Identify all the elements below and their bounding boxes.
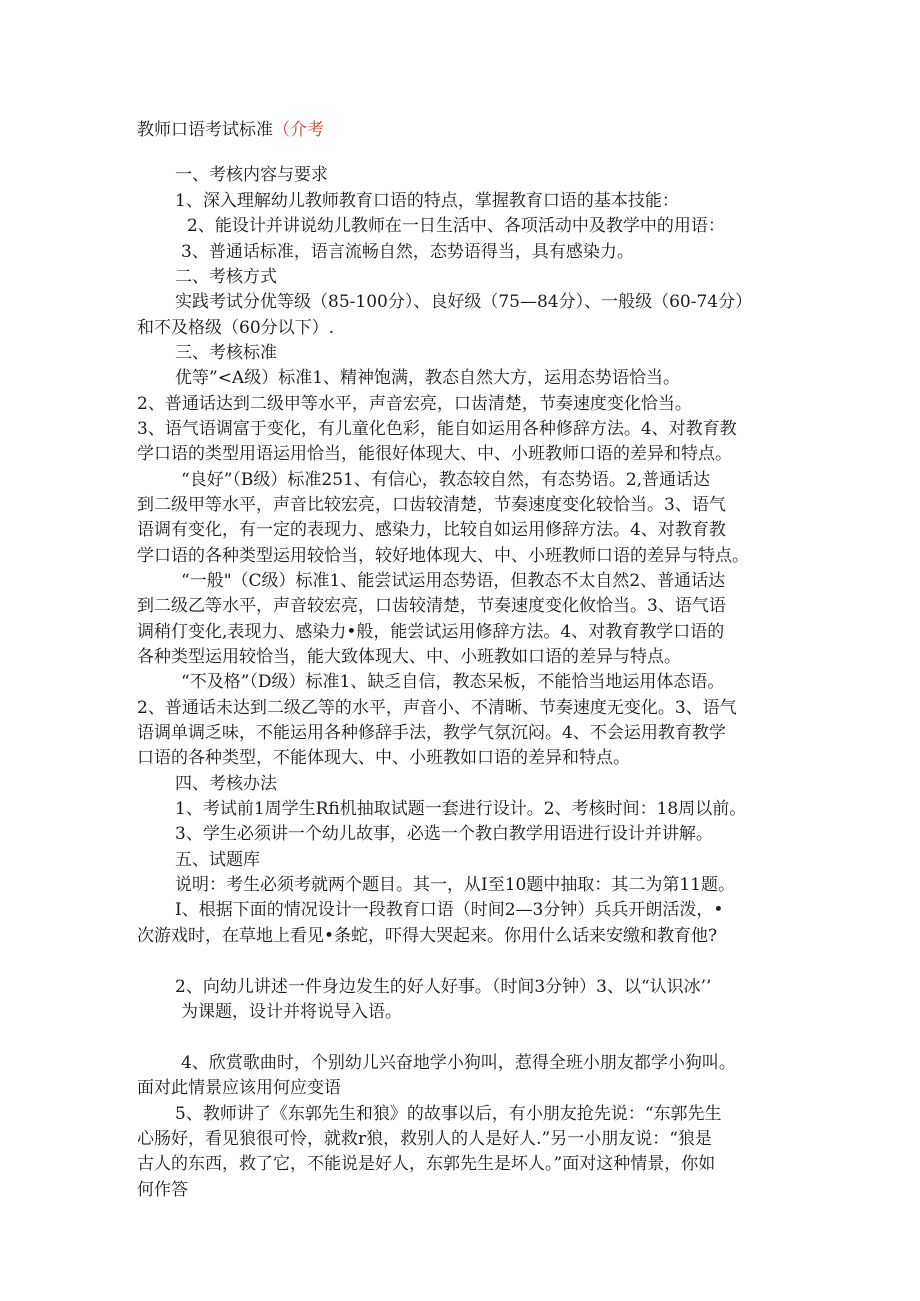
text-line: 3、语气语调富于变化，有儿童化色彩，能自如运用各种修辞方法。4、对教育教 <box>137 419 737 439</box>
text-line: 各种类型运用较恰当，能大致体现大、中、小班教如口语的差异与特点。 <box>137 647 681 667</box>
text-line: 到二级乙等水平，声音较宏亮，口齿较清楚，节奏速度变化攸恰当。3、语气语 <box>137 596 726 616</box>
text-line: 1、深入理解幼儿教师教育口语的特点，掌握教育口语的基本技能： <box>175 191 679 211</box>
text-line: 何作答 <box>137 1180 188 1200</box>
text-line: “良好”（B级）标准251、有信心，教态较自然，有态势语。2,普通话达 <box>181 470 711 490</box>
text-line: 到二级甲等水平，声音比较宏亮，口齿较清楚，节奏速度变化较恰当。3、语气 <box>137 495 726 515</box>
text-line: 说明：考生必须考就两个题目。其一，从I至10题中抽取：其二为第11题。 <box>175 875 735 895</box>
text-line: 2、普通话达到二级甲等水平，声音宏亮，口齿清楚，节奏速度变化恰当。 <box>137 394 692 414</box>
text-line: 实践考试分优等级（85-100分）、良好级（75—84分）、一般级（60-74分） <box>175 292 753 312</box>
text-line: 调稍仃变化,表现力、感染力•般，能尝试运用修辞方法。4、对教育教学口语的 <box>137 622 725 642</box>
text-line: 和不及格级（60分以下）. <box>137 318 335 338</box>
section-heading: 五、试题库 <box>175 850 260 870</box>
text-line: 2、能设计并讲说幼儿教师在一日生活中、各项活动中及教学中的用语： <box>187 216 725 236</box>
text-line: 为课题，设计并将说导入语。 <box>181 1002 402 1022</box>
title-main: 教师口语考试标准 <box>137 120 273 140</box>
text-line: 面对此情景应该用何应变语 <box>137 1078 341 1098</box>
text-line: 语调有变化，有一定的表现力、感染力，比较自如运用修辞方法。4、对教育教 <box>137 520 726 540</box>
text-line: 3、学生必须讲一个幼儿故事，必选一个教白教学用语进行设计并讲解。 <box>175 824 713 844</box>
text-line: “一般"（C级）标准1、能尝试运用态势语，但教态不太自然2、普通话达 <box>181 571 726 591</box>
text-line: 3、普通话标准，语言流畅自然，态势语得当，具有感染力。 <box>181 242 634 262</box>
text-line: 优等”<A级）标准1、精神饱满，教态自然大方，运用态势语恰当。 <box>175 368 681 388</box>
text-line: 古人的东西，救了它，不能说是好人，东郭先生是坏人。”面对这种情景，你如 <box>137 1154 716 1174</box>
text-line: 5、教师讲了《东郭先生和狼》的故事以后，有小朋友抢先说：“东郭先生 <box>175 1104 722 1124</box>
document-title <box>137 118 324 142</box>
text-line: 4、欣赏歌曲时，个别幼儿兴奋地学小狗叫，惹得全班小朋友都学小狗叫。 <box>181 1053 736 1073</box>
section-heading: 三、考核标准 <box>175 343 277 363</box>
text-line: “不及格”（D级）标准1、缺乏自信，教态呆板，不能恰当地运用体态语。 <box>181 672 725 692</box>
text-line: 口语的各种类型，不能体现大、中、小班教如口语的差异和特点。 <box>137 748 630 768</box>
text-line: 学口语的类型用语运用恰当，能很好体现大、中、小班教师口语的差异和特点。 <box>137 444 732 464</box>
section-heading: 二、考核方式 <box>175 267 277 287</box>
text-line: 2、向幼儿讲述一件身边发生的好人好事。（时间3分钟）3、以“认识冰’’ <box>175 977 712 997</box>
text-line: 2、普通话未达到二级乙等的水平，声音小、不清晰、节奏速度无变化。3、语气 <box>137 698 737 718</box>
section-heading: 四、考核办法 <box>175 774 277 794</box>
text-line: 语调单调乏味，不能运用各种修辞手法，教学气氛沉闷。4、不会运用教育教学 <box>137 723 726 743</box>
text-line: 心肠好，看见狼很可怜，就救r狼，救别人的人是好人.”另一小朋友说：“狼是 <box>137 1129 712 1149</box>
text-line: 次游戏时，在草地上看见•条蛇，吓得大哭起来。你用什么话来安缴和教育他? <box>137 926 718 946</box>
title-accent: （介考 <box>273 120 324 140</box>
text-line: 1、考试前1周学生Rfi机抽取试题一套进行设计。2、考核时间：18周以前。 <box>175 799 747 819</box>
section-heading: 一、考核内容与要求 <box>175 165 328 185</box>
text-line: I、根据下面的情况设计一段教育口语（时间2—3分钟）兵兵开朗活泼，• <box>175 900 724 920</box>
text-line: 学口语的各种类型运用较恰当，较好地体现大、中、小班教师口语的差异与特点。 <box>137 546 749 566</box>
